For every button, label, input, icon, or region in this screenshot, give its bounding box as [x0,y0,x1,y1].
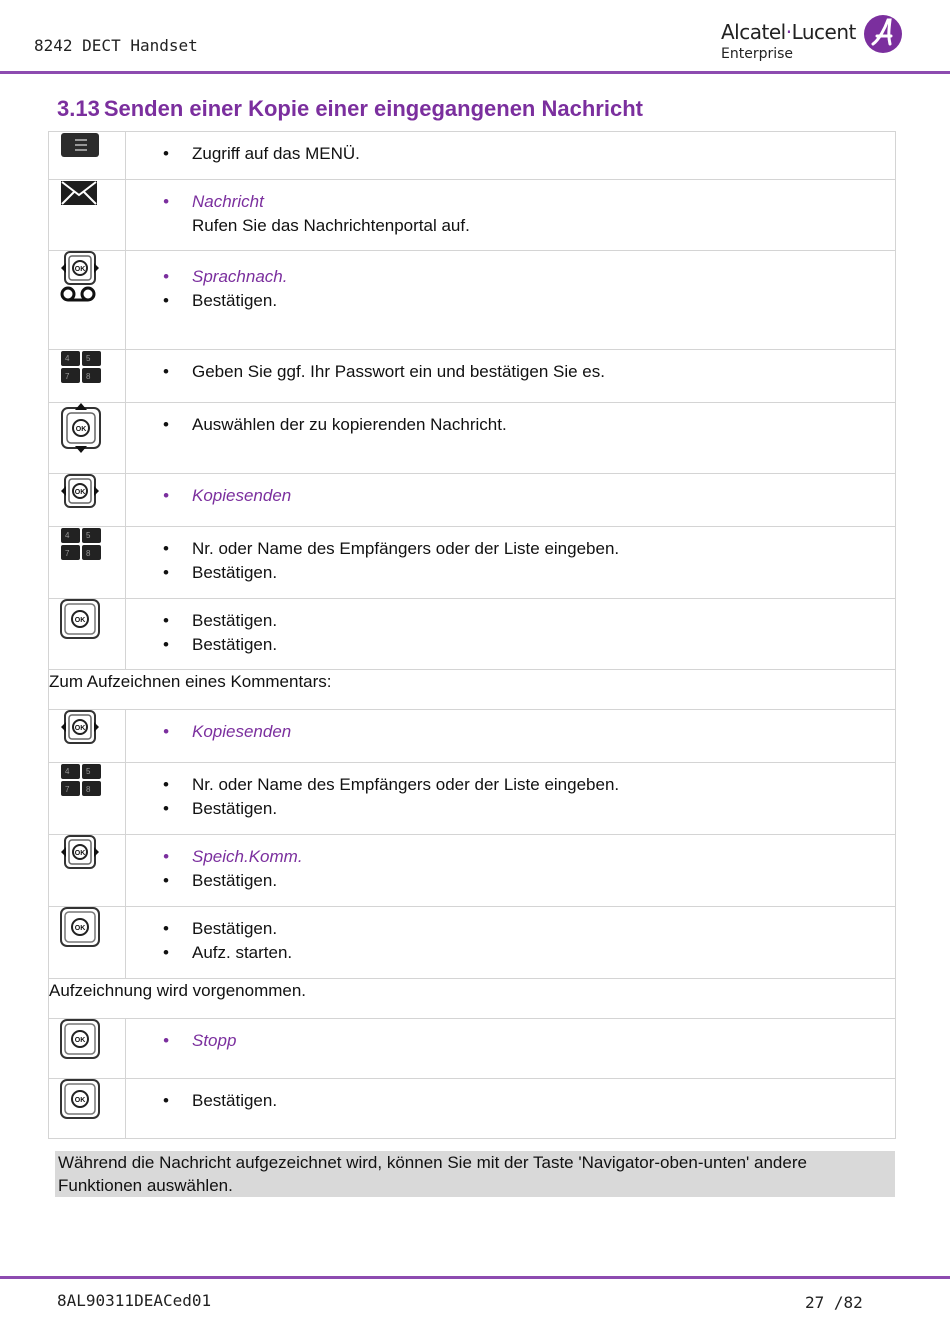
svg-text:OK: OK [74,1097,86,1104]
header-rule [0,71,950,74]
table-row [49,710,896,763]
table-row [49,403,896,474]
table-row [49,132,896,180]
svg-text:7: 7 [65,549,70,558]
subheading: Zum Aufzeichnen eines Kommentars: [49,670,896,710]
info-note: Während die Nachricht aufgezeichnet wird, können Sie mit der Taste 'Navigator-oben-unten' andere Funktionen auswählen. [55,1151,895,1197]
step-text: • Bestätigen. [126,917,895,941]
brand-name-part1: Alcatel [721,20,786,44]
menu-item-stopp: • Stopp [126,1029,895,1053]
table-row [49,835,896,907]
alcatel-logo-icon [863,14,903,54]
menu-item-speich-komm: • Speich.Komm. [126,845,895,869]
step-text: • Bestätigen. [126,609,895,633]
svg-text:OK: OK [74,266,86,273]
table-row [49,670,896,710]
step-text: • Bestätigen. [126,289,895,313]
step-text: • Bestätigen. [126,1089,895,1113]
svg-text:OK: OK [74,925,86,932]
brand-name [721,20,856,44]
svg-text:OK: OK [74,617,86,624]
document-id: 8AL90311DEACed01 [57,1291,212,1310]
header-title: 8242 DECT Handset [34,36,198,55]
svg-text:4: 4 [65,531,70,540]
brand [721,20,856,62]
svg-text:8: 8 [86,372,91,381]
voicemail-icon [60,285,96,303]
table-row [49,1079,896,1139]
svg-text:4: 4 [65,767,70,776]
svg-text:4: 4 [65,354,70,363]
menu-item-sprachnach: • Sprachnach. [126,265,895,289]
step-text: • Auswählen der zu kopierenden Nachricht. [126,413,895,437]
step-text: Rufen Sie das Nachrichtenportal auf. [192,216,470,235]
step-text: • Zugriff auf das MENÜ. [126,142,895,166]
svg-text:5: 5 [86,354,91,363]
section-number: 3.13 [57,96,100,121]
svg-text:7: 7 [65,372,70,381]
svg-text:8: 8 [86,785,91,794]
keypad-icon [60,527,102,561]
subheading: Aufzeichnung wird vorgenommen. [49,979,896,1019]
table-row [49,763,896,835]
svg-text:8: 8 [86,549,91,558]
nav-left-right-ok-icon [60,710,100,744]
table-row [49,599,896,670]
step-text: • Bestätigen. [126,797,895,821]
table-row [49,474,896,527]
step-text: • Bestätigen. [126,561,895,585]
menu-item-nachricht: • Nachricht [126,190,895,214]
brand-sub: Enterprise [721,46,794,62]
menu-item-kopiesenden: • Kopiesenden [126,720,895,744]
brand-name-part2: Lucent [791,20,856,44]
nav-left-right-ok-icon [60,251,100,285]
nav-left-right-ok-icon [60,474,100,508]
section-title [57,96,643,122]
table-row [49,350,896,403]
svg-text:5: 5 [86,531,91,540]
table-row [49,180,896,251]
section-title-text: Senden einer Kopie einer eingegangenen Nachricht [103,96,643,121]
svg-text:OK: OK [74,1037,86,1044]
step-text: • Aufz. starten. [126,941,895,965]
nav-up-down-ok-icon [60,403,102,453]
step-text: • Bestätigen. [126,633,895,657]
step-text: • Nr. oder Name des Empfängers oder der Liste eingeben. [126,537,895,561]
keypad-icon [60,763,102,797]
table-row [49,1019,896,1079]
svg-text:OK: OK [74,850,86,857]
step-text: • Geben Sie ggf. Ihr Passwort ein und bestätigen Sie es. [126,360,895,384]
brand-dot: · [785,20,792,44]
svg-text:OK: OK [74,489,86,496]
step-text: • Bestätigen. [126,869,895,893]
ok-key-icon [60,907,100,947]
ok-key-icon [60,1079,100,1119]
step-text: • Nr. oder Name des Empfängers oder der Liste eingeben. [126,773,895,797]
svg-text:OK: OK [74,725,86,732]
table-row [49,251,896,350]
page-number: 27 /82 [805,1293,863,1312]
table-row [49,527,896,599]
table-row [49,907,896,979]
envelope-icon [60,180,98,206]
menu-key-icon [60,132,100,158]
footer-rule [0,1276,950,1279]
steps-table [48,131,896,1139]
menu-item-kopiesenden: • Kopiesenden [126,484,895,508]
svg-text:7: 7 [65,785,70,794]
svg-text:OK: OK [75,426,87,433]
table-row [49,979,896,1019]
svg-text:5: 5 [86,767,91,776]
nav-left-right-ok-icon [60,835,100,869]
ok-key-icon [60,599,100,639]
ok-key-icon [60,1019,100,1059]
keypad-icon [60,350,102,384]
